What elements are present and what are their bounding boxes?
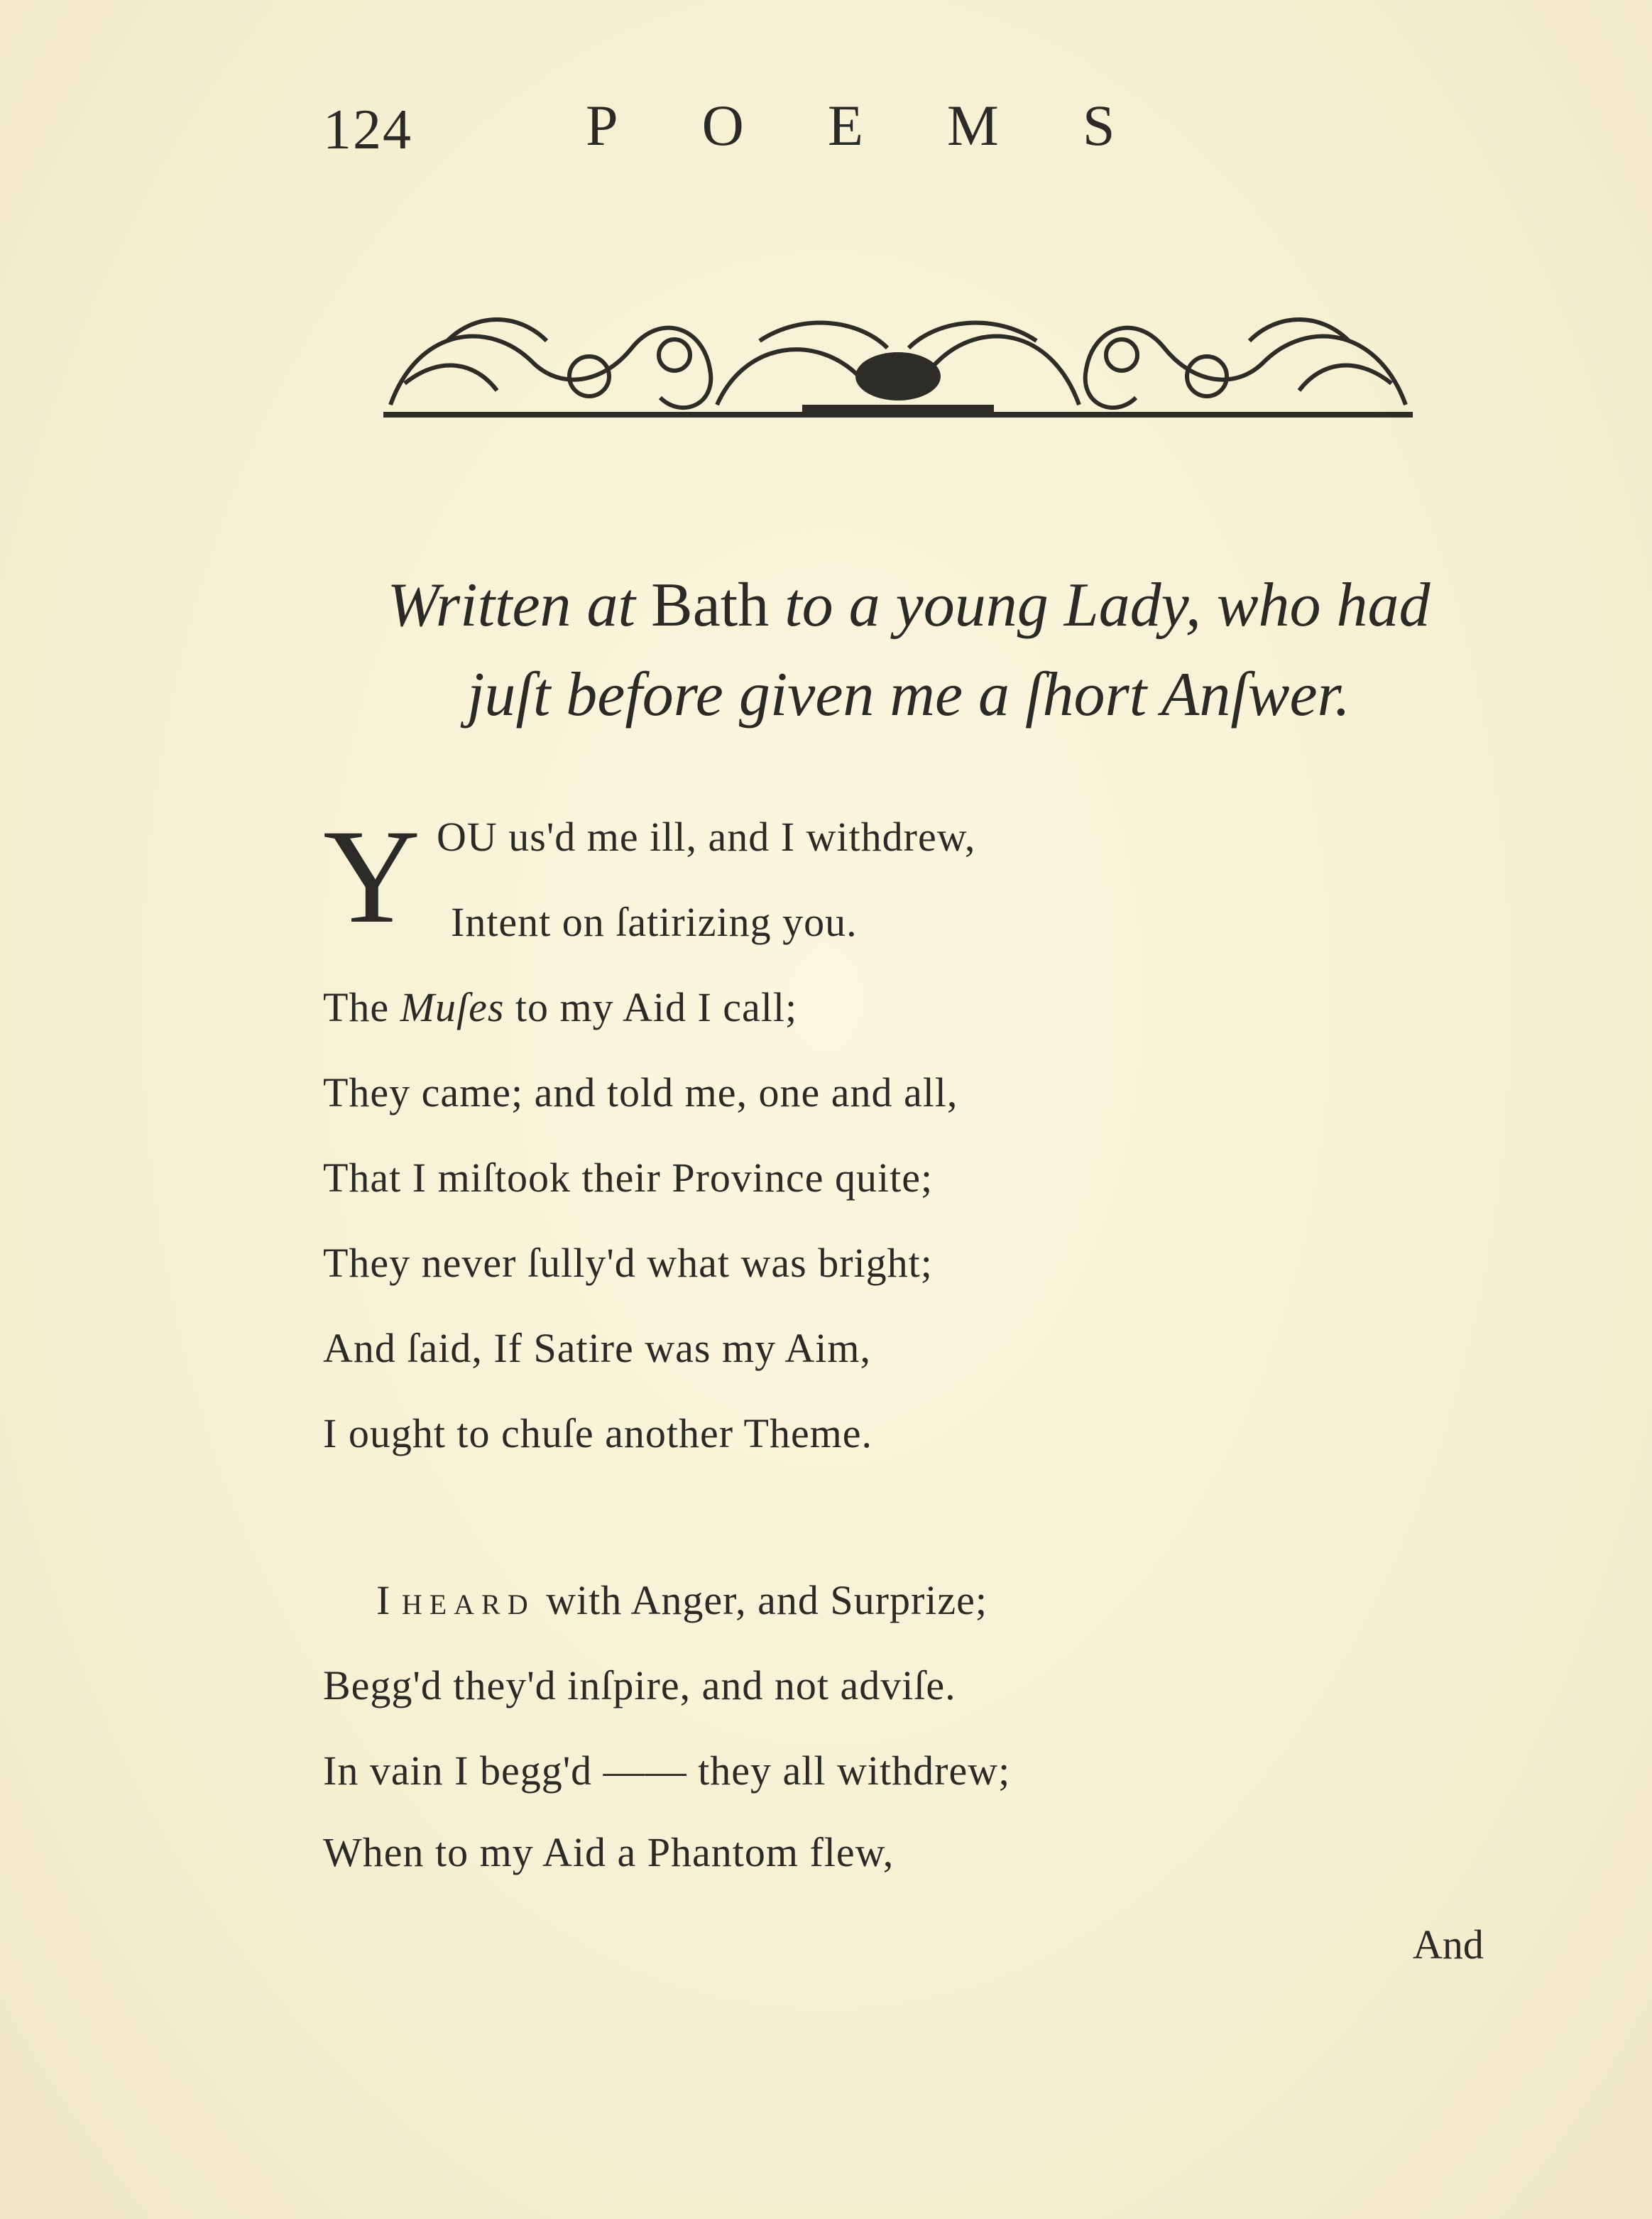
decorative-headpiece-ornament-icon <box>376 298 1420 430</box>
drop-cap-initial: Y <box>323 802 421 952</box>
poem-title-line-1: Written at Bath to a young Lady, who had <box>387 571 1431 640</box>
poem-line: Begg'd they'd inſpire, and not adviſe. <box>323 1662 956 1708</box>
page-header <box>323 92 1246 170</box>
poem-line: They never ſully'd what was bright; <box>323 1240 933 1286</box>
poem-line: The Muſes to my Aid I call; <box>323 984 798 1030</box>
poem-line: In vain I begg'd —— they all withdrew; <box>323 1748 1011 1794</box>
poem-title <box>312 561 1505 740</box>
poem-line: I ought to chuſe another Theme. <box>323 1410 873 1456</box>
poem-line: They came; and told me, one and all, <box>323 1069 958 1116</box>
poem-title-line-2: juſt before given me a ſhort Anſwer. <box>466 660 1351 729</box>
poem-line: Intent on ſatirizing you. <box>451 899 858 945</box>
poem-line: OU us'd me ill, and I withdrew, <box>437 814 976 860</box>
page-number: 124 <box>323 99 412 161</box>
poem-line: I HEARD with Anger, and Surprize; <box>376 1577 988 1623</box>
catchword: And <box>1413 1921 1484 1968</box>
poem-line: And ſaid, If Satire was my Aim, <box>323 1325 872 1371</box>
poem-line: When to my Aid a Phantom flew, <box>323 1829 895 1875</box>
running-title: POEMS <box>586 93 1199 158</box>
poem-line: That I miſtook their Province quite; <box>323 1155 934 1201</box>
